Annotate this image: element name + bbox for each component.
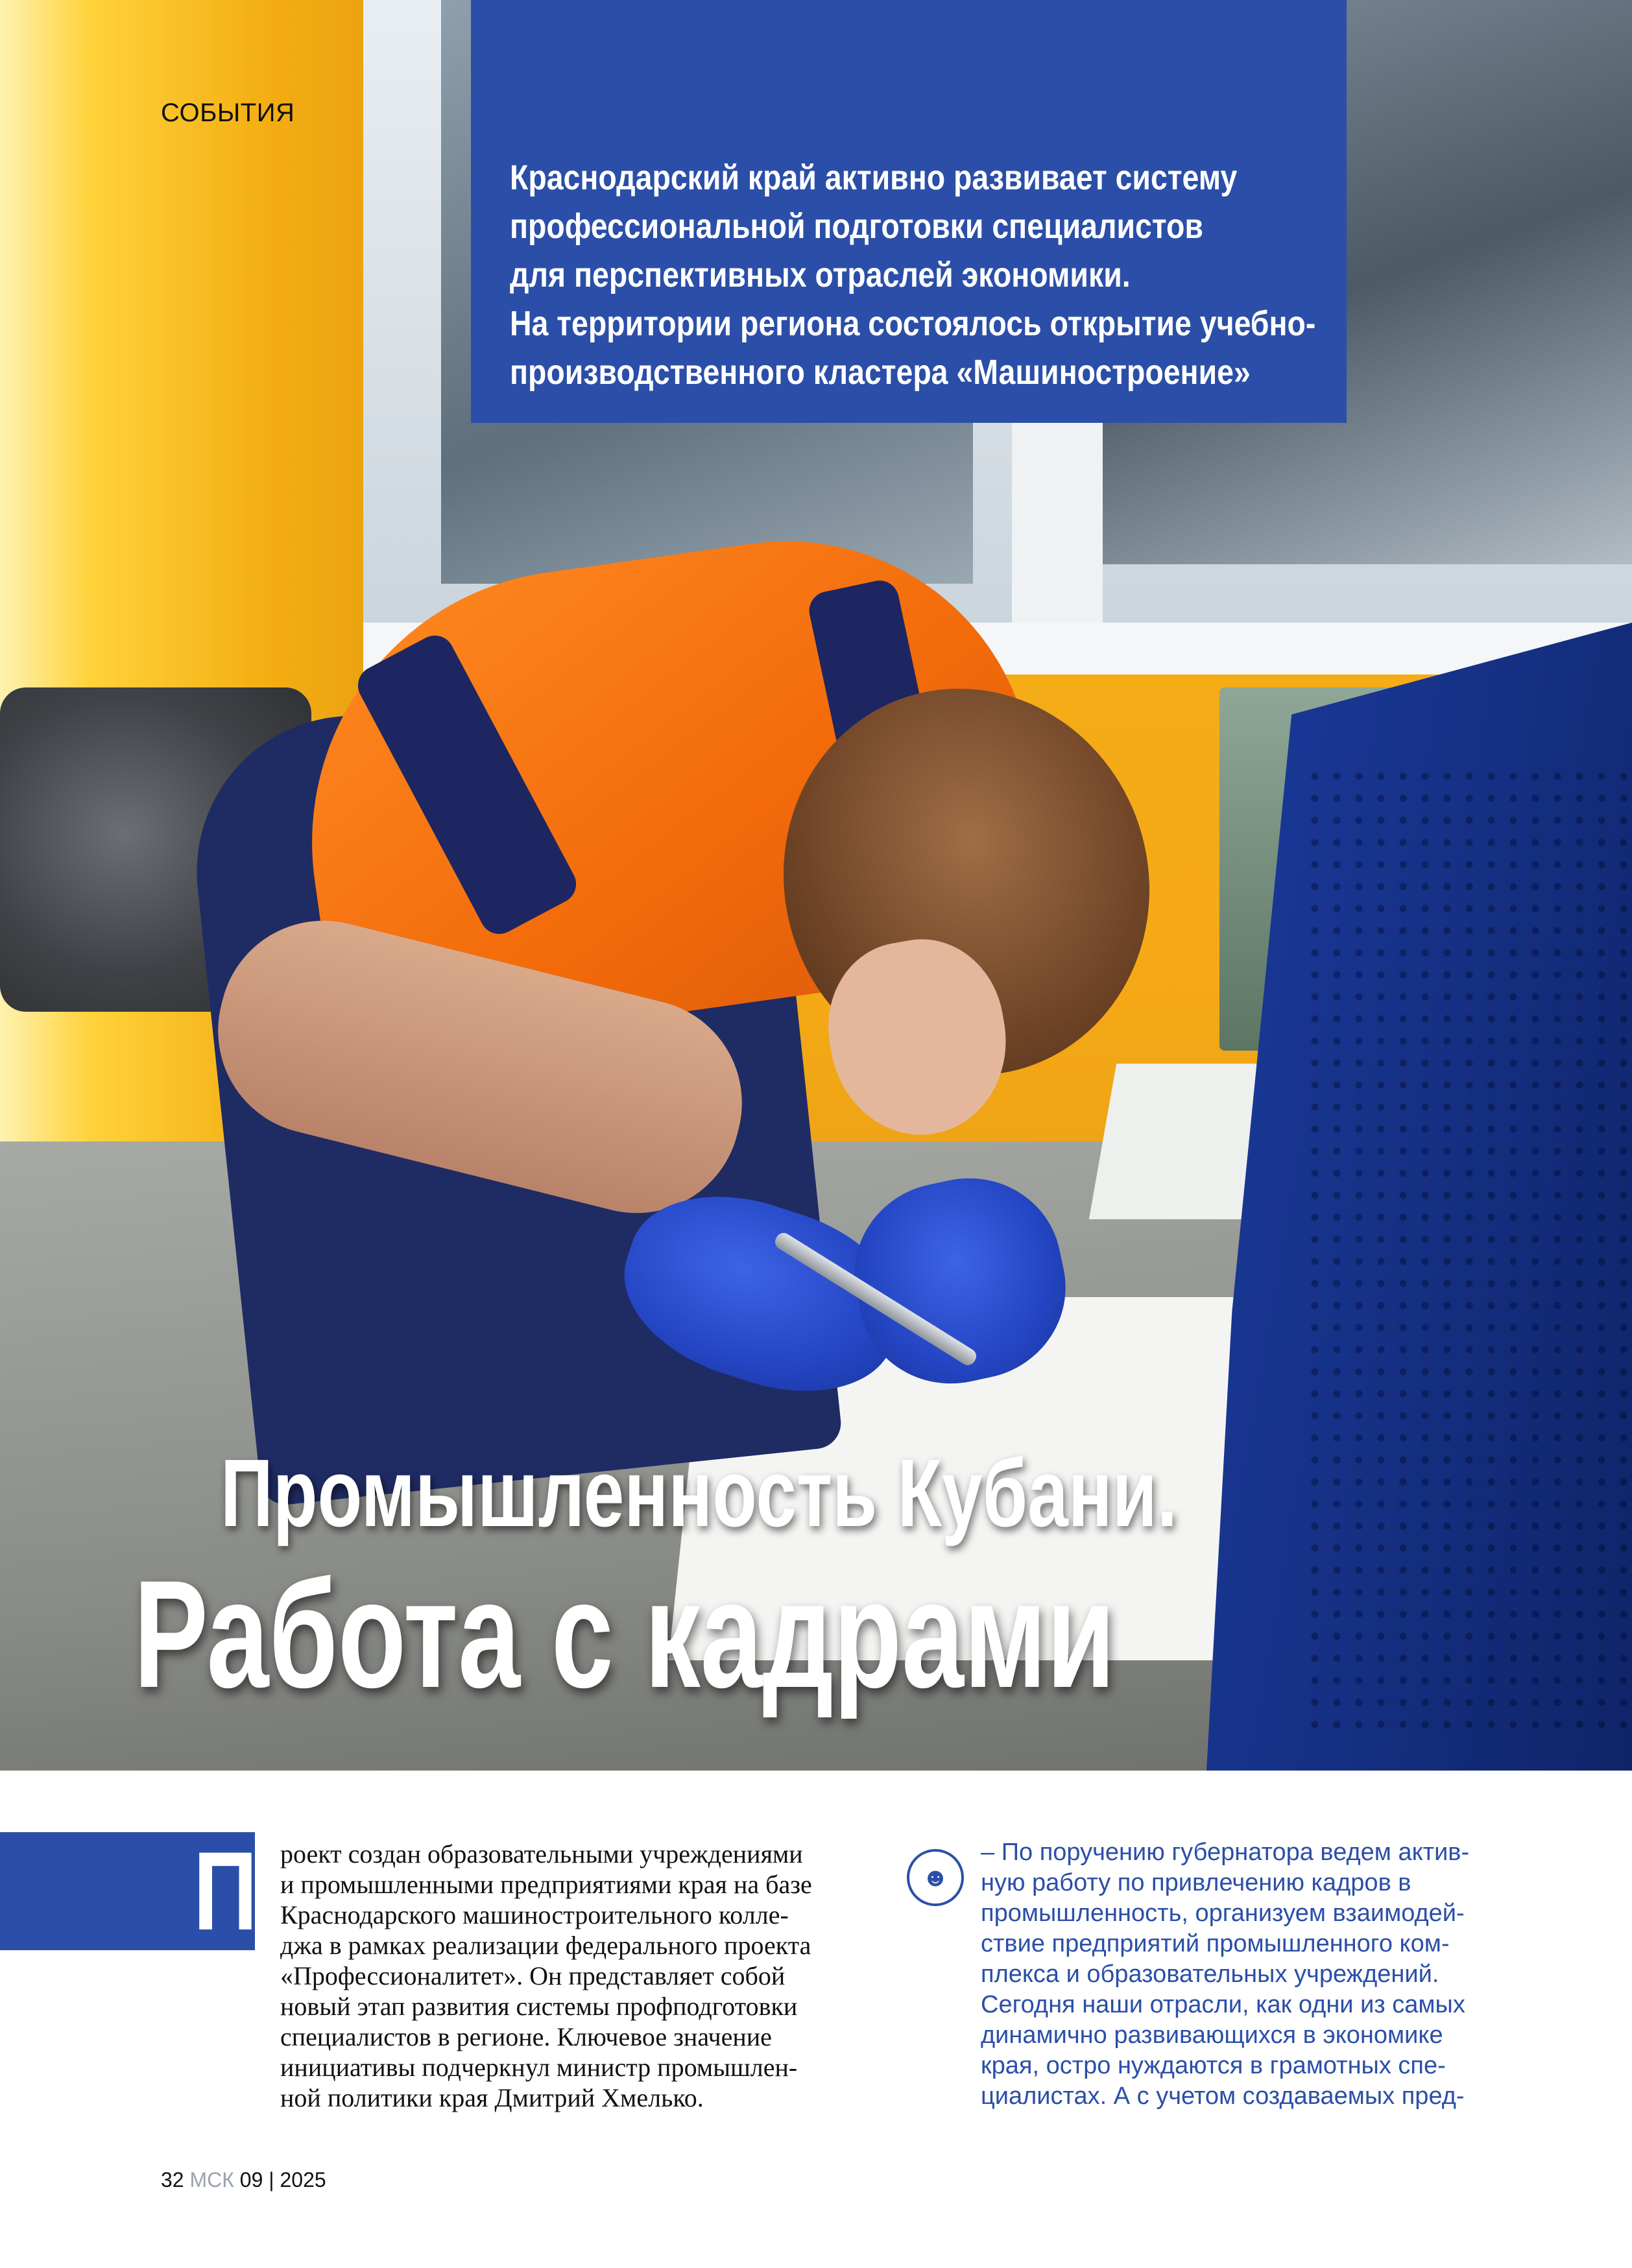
lead-line: профессиональной подготовки специалистов <box>510 207 1203 246</box>
body-text-line: инициативы подчеркнул министр промышлен- <box>280 2053 798 2082</box>
body-text-line: джа в рамках реализации федерального проекта <box>280 1931 811 1960</box>
lead-line: Краснодарский край активно развивает систему <box>510 158 1238 197</box>
issue-number: 09 <box>239 2168 263 2191</box>
body-text-line: ной политики края Дмитрий Хмелько. <box>280 2083 704 2112</box>
quote-text-line: плекса и образовательных учреждений. <box>981 1961 1439 1988</box>
footer-separator: | <box>269 2168 274 2191</box>
quote-text-line: Сегодня наши отрасли, как одни из самых <box>981 1991 1465 2018</box>
body-text-line: «Профессионалитет». Он представляет собой <box>280 1961 786 1990</box>
quote-text-line: – По поручению губернатора ведем актив- <box>981 1839 1470 1866</box>
lead-line: На территории региона состоялось открытие учебно- <box>510 304 1316 343</box>
page-footer <box>161 2168 326 2192</box>
quote-text-line: ную работу по привлечению кадров в <box>981 1869 1411 1896</box>
lead-line: для перспективных отраслей экономики. <box>510 256 1131 294</box>
dropcap-letter: П <box>193 1829 258 1953</box>
body-text-line: новый этап развития системы профподготовки <box>280 1992 798 2021</box>
quote-text-line: промышленность, организуем взаимодей- <box>981 1900 1465 1927</box>
section-label: СОБЫТИЯ <box>161 99 295 127</box>
quote-text-line: циалистах. А с учетом создаваемых пред- <box>981 2083 1465 2110</box>
speaker-quote-icon: ☻ <box>907 1849 964 1906</box>
quote-text-line: края, остро нуждаются в грамотных спе- <box>981 2052 1446 2079</box>
issue-year: 2025 <box>280 2168 326 2191</box>
quote-text-line: динамично развивающихся в экономике <box>981 2022 1443 2049</box>
rack-perforation <box>1304 765 1628 1738</box>
magazine-brand: МСК <box>189 2168 234 2191</box>
quote-text-line: ствие предприятий промышленного ком- <box>981 1930 1450 1957</box>
body-text-line: специалистов в регионе. Ключевое значение <box>280 2022 772 2051</box>
article-title-line-1: Промышленность Кубани. <box>221 1440 1178 1547</box>
lead-line: производственного кластера «Машиностроение» <box>510 353 1251 392</box>
body-text-line: и промышленными предприятиями края на базе <box>280 1870 812 1899</box>
body-text-line: роект создан образовательными учреждениями <box>280 1839 803 1868</box>
page-number: 32 <box>161 2168 184 2191</box>
body-text-line: Краснодарского машиностроительного колле- <box>280 1900 789 1929</box>
article-title-line-2: Работа с кадрами <box>134 1549 1116 1720</box>
